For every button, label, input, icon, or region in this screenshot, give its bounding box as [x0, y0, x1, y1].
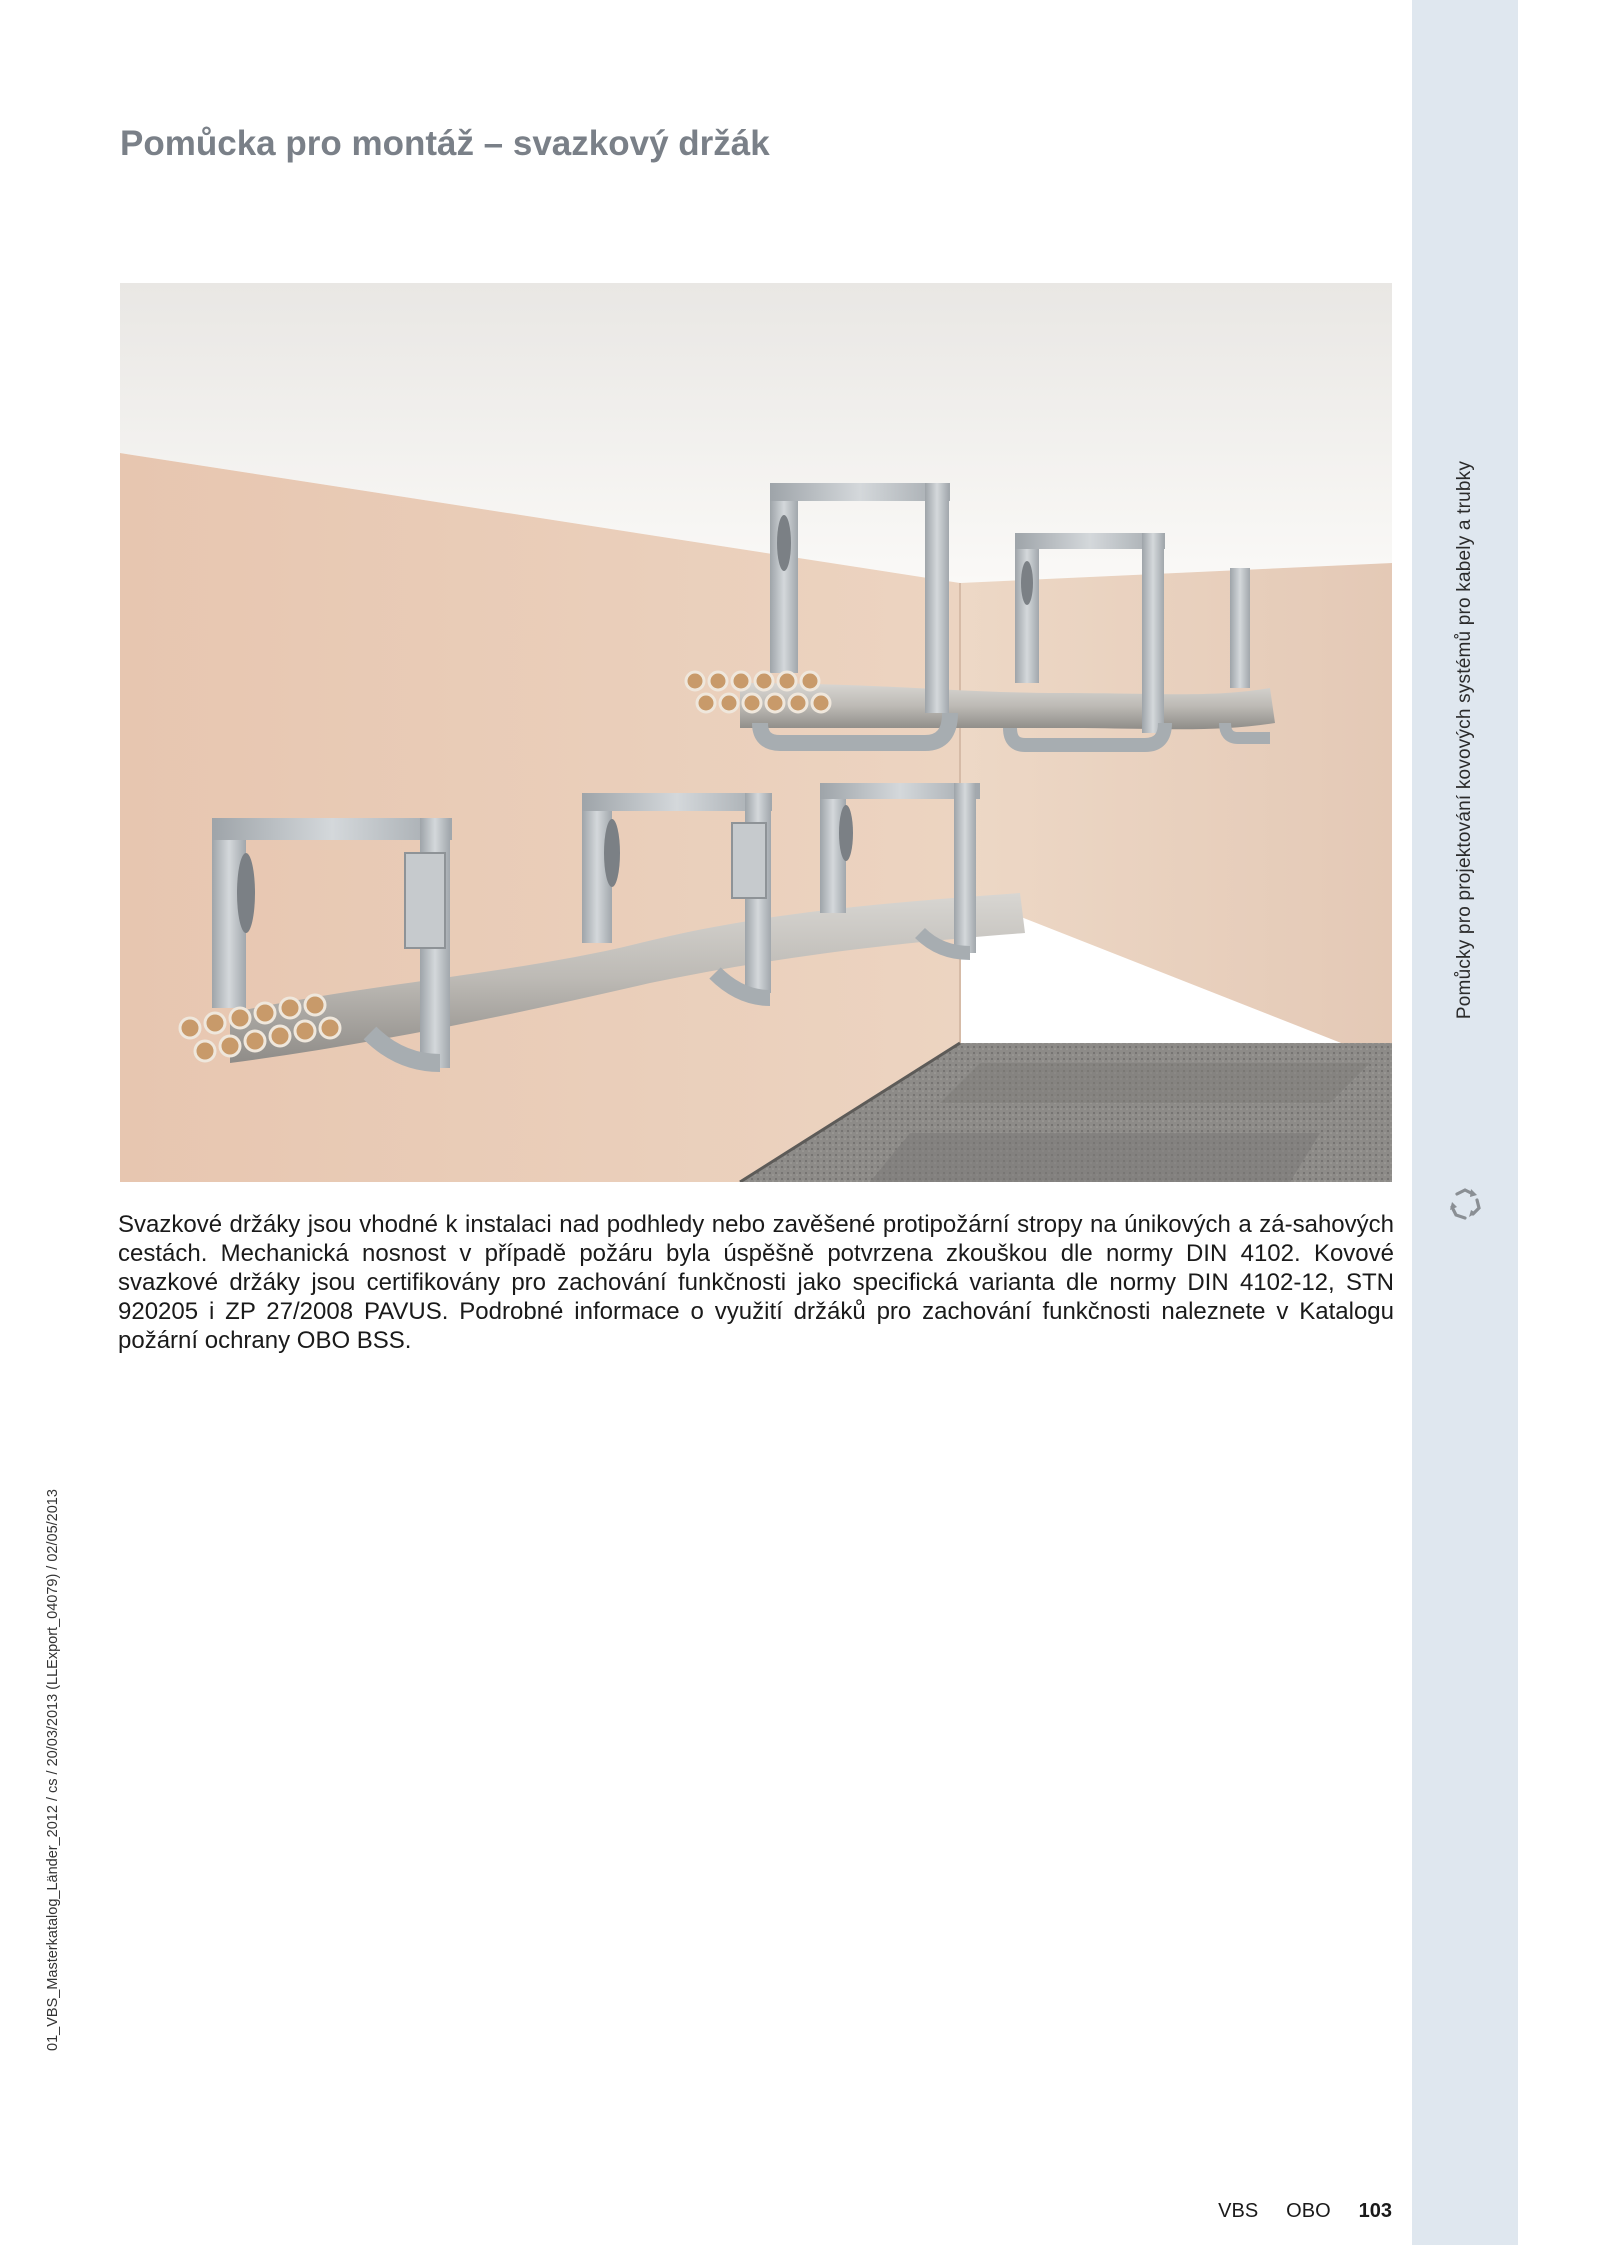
product-photo	[120, 283, 1392, 1182]
side-band	[1412, 0, 1518, 2245]
footer-section: VBS	[1218, 2200, 1259, 2222]
margin-metadata: 01_VBS_Masterkatalog_Länder_2012 / cs / 20/03/2013 (LLExport_04079) / 02/05/2013	[45, 1489, 61, 2051]
body-paragraph: Svazkové držáky jsou vhodné k instalaci nad podhledy nebo zavěšené protipožární stropy na únikových a zá-sahových cestách. Mechanická nosnost v případě požáru byla úspěšně potvrzena zkouškou dle normy DIN 4102. Kovové svazkové držáky jsou certifikovány pro zachování funkčnosti jako specifická varianta dle normy DIN 4102-12, STN 920205 i ZP 27/2008 PAVUS. Podrobné informace o využití držáků pro zachování funkčnosti naleznete v Katalogu požární ochrany OBO BSS.	[118, 1211, 1394, 1354]
side-band-label: Pomůcky pro projektování kovových systémů pro kabely a trubky	[1454, 460, 1475, 1020]
page-footer	[1218, 2200, 1392, 2223]
recycle-arrows-icon	[1447, 1186, 1483, 1222]
page-number: 103	[1358, 2200, 1392, 2222]
page-title: Pomůcka pro montáž – svazkový držák	[120, 124, 770, 163]
footer-brand: OBO	[1286, 2200, 1331, 2222]
